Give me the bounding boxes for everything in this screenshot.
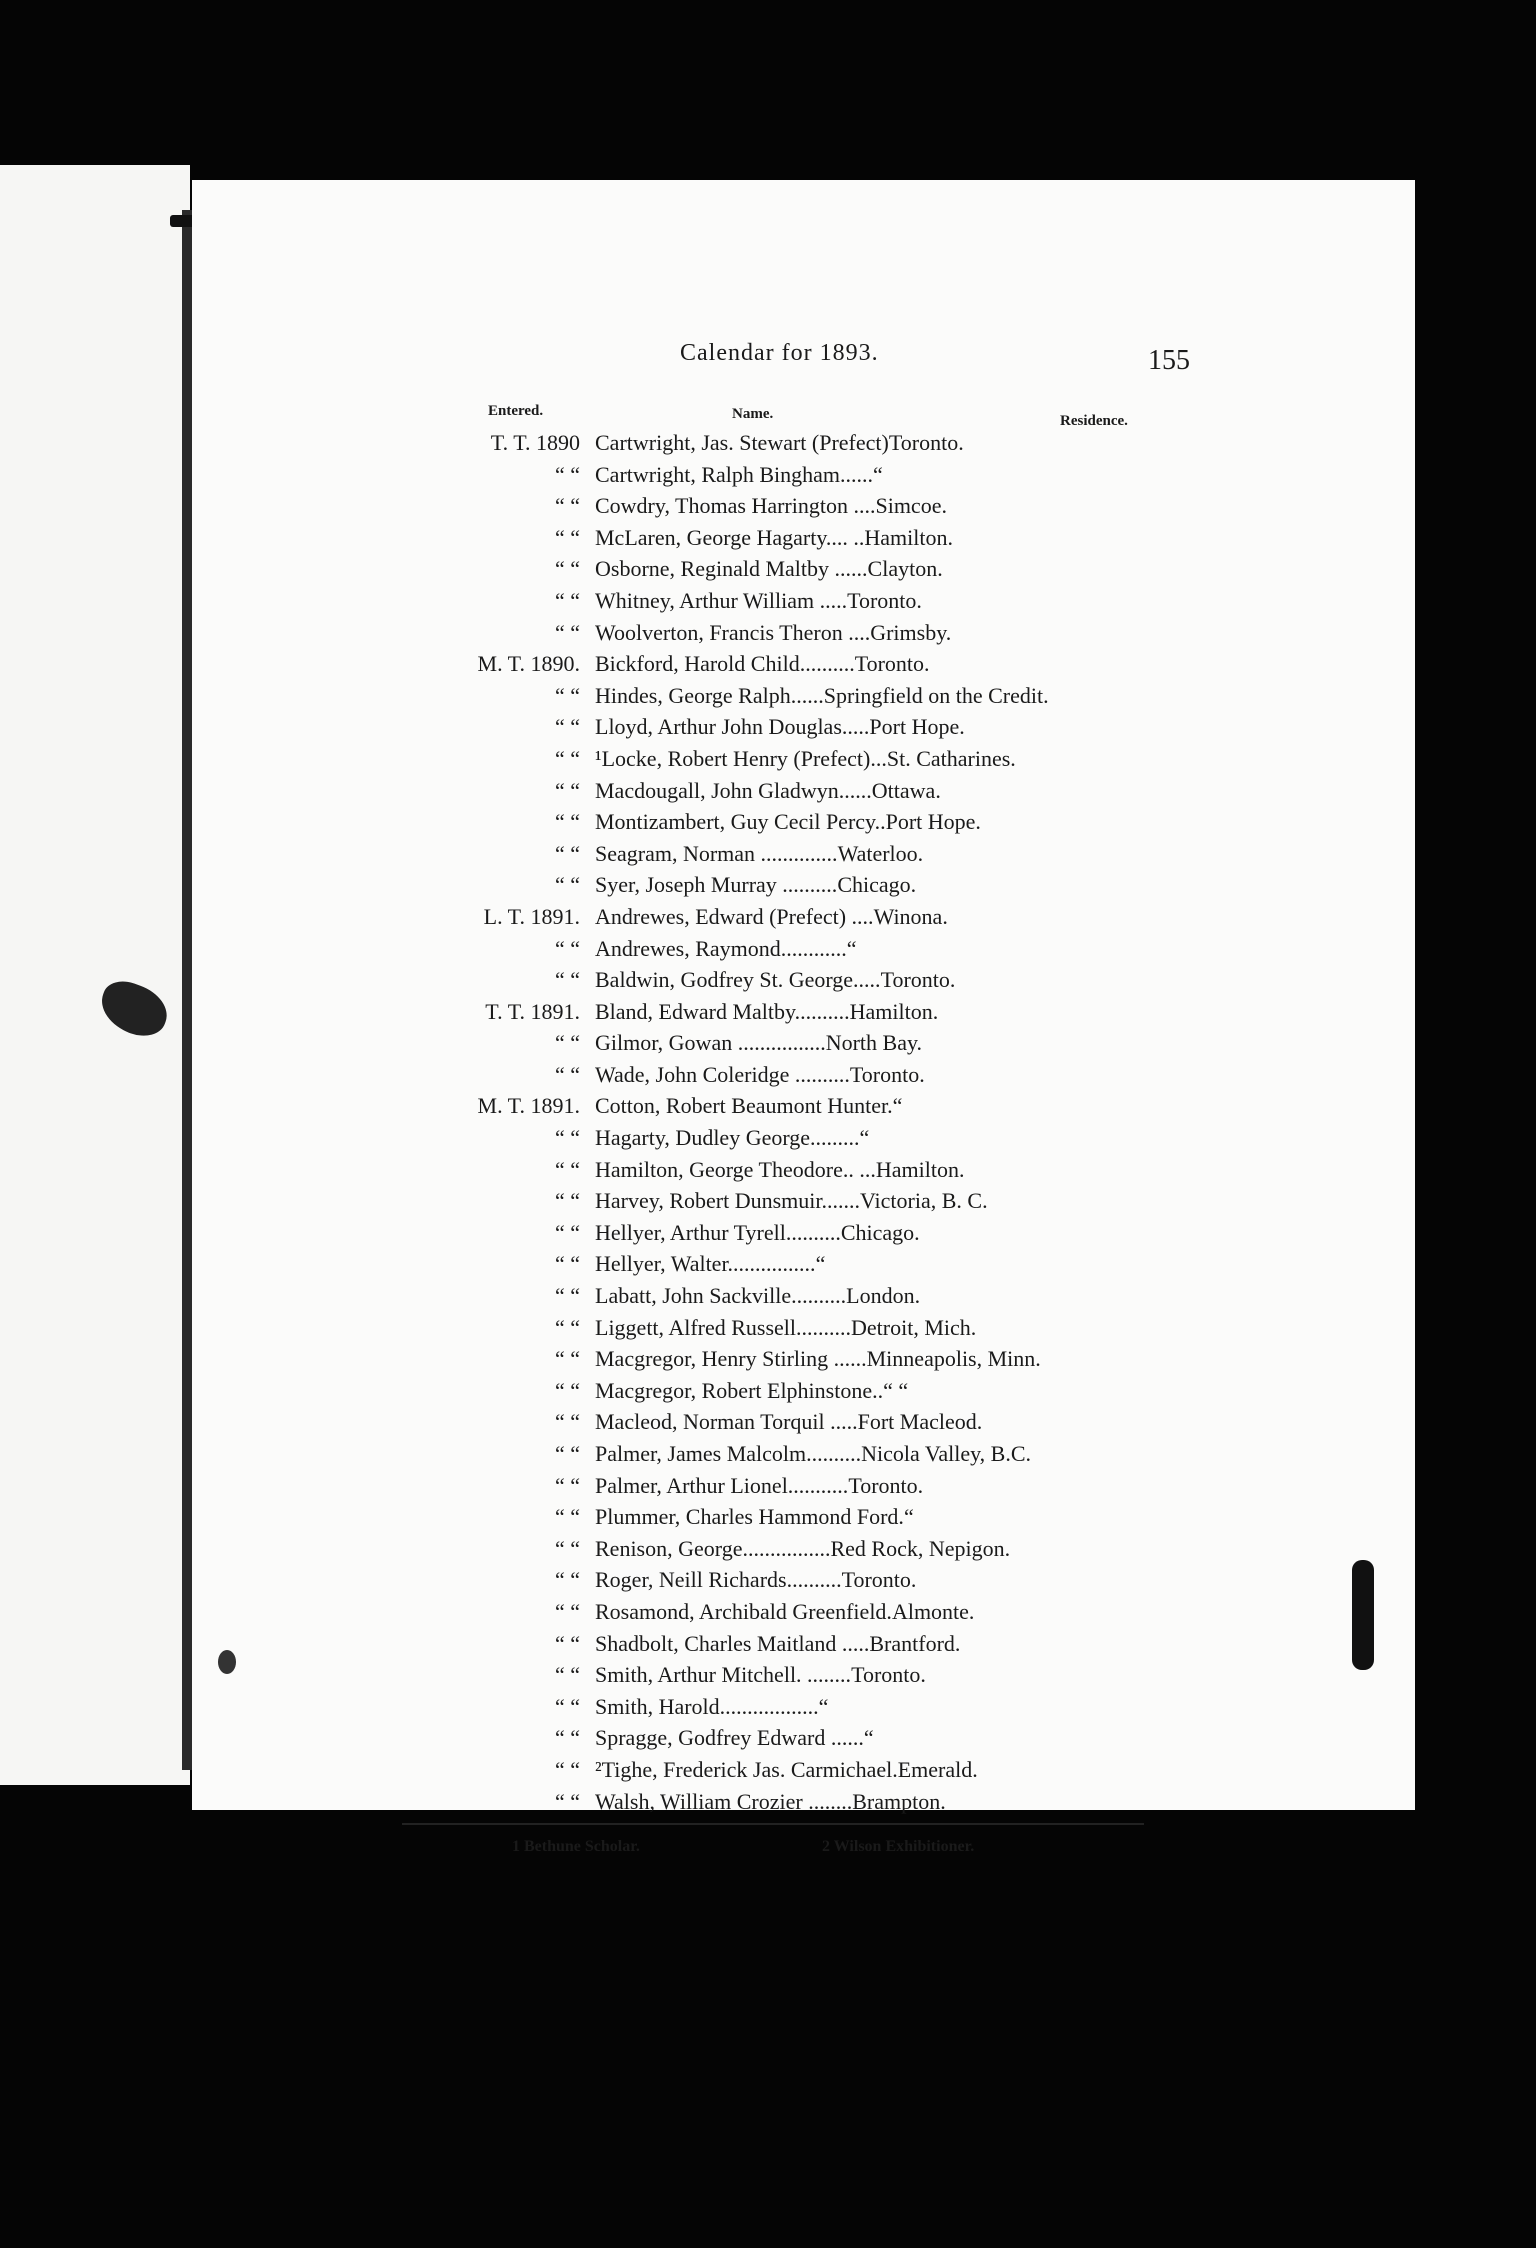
- student-name: Plummer, Charles Hammond Ford.: [595, 1504, 904, 1530]
- student-name: Renison, George................: [595, 1535, 831, 1561]
- list-item: [380, 1725, 1210, 1757]
- residence: Victoria, B. C.: [859, 1188, 988, 1214]
- list-item: [380, 1757, 1210, 1789]
- entered-term: “ “: [554, 556, 580, 582]
- name-residence: [595, 1251, 825, 1277]
- student-name: Lloyd, Arthur John Douglas.....: [595, 714, 870, 740]
- student-name: Gilmor, Gowan ................: [595, 1030, 826, 1056]
- residence: “: [863, 1725, 874, 1751]
- student-name: Bland, Edward Maltby..........: [595, 998, 850, 1024]
- name-residence: [595, 1536, 1010, 1562]
- column-header-entered: Entered.: [488, 403, 544, 419]
- list-item: [380, 588, 1210, 620]
- entered-term: “ “: [554, 1219, 580, 1245]
- entered-term: “ “: [554, 1156, 580, 1182]
- student-name: Hagarty, Dudley George.........: [595, 1125, 860, 1151]
- entered-term: “ “: [554, 493, 580, 519]
- entered-term: L. T. 1891.: [483, 903, 580, 929]
- list-item: [380, 778, 1210, 810]
- list-item: [380, 809, 1210, 841]
- entered-term: “ “: [554, 840, 580, 866]
- student-name: Cartwright, Ralph Bingham......: [595, 461, 874, 487]
- student-name: Hellyer, Walter................: [595, 1251, 816, 1277]
- name-residence: [595, 683, 1049, 709]
- student-list: [380, 430, 1210, 1820]
- footnote-rule: [402, 1823, 1144, 1825]
- residence: Toronto.: [848, 1472, 924, 1498]
- entered-term: “ “: [554, 1125, 580, 1151]
- residence: Chicago.: [837, 872, 917, 898]
- residence: St. Catharines.: [886, 745, 1016, 771]
- footnote-2: 2 Wilson Exhibitioner.: [822, 1838, 975, 1855]
- entered-term: “ “: [554, 682, 580, 708]
- footnote-1: 1 Bethune Scholar.: [512, 1838, 640, 1855]
- list-item: [380, 714, 1210, 746]
- list-item: [380, 904, 1210, 936]
- residence: Toronto.: [888, 430, 964, 455]
- name-residence: [595, 1125, 869, 1151]
- entered-term: “ “: [554, 1061, 580, 1087]
- list-item: [380, 620, 1210, 652]
- residence: “: [815, 1251, 826, 1277]
- list-item: [380, 556, 1210, 588]
- list-item: [380, 1409, 1210, 1441]
- entered-term: “ “: [554, 777, 580, 803]
- entered-term: “ “: [554, 1314, 580, 1340]
- name-residence: [595, 1346, 1041, 1372]
- list-item: [380, 1441, 1210, 1473]
- student-name: Seagram, Norman ..............: [595, 840, 838, 866]
- entered-term: “ “: [554, 1756, 580, 1782]
- list-item: [380, 1694, 1210, 1726]
- name-residence: [595, 1315, 976, 1341]
- residence: London.: [846, 1283, 921, 1309]
- entered-term: “ “: [554, 1472, 580, 1498]
- student-name: Woolverton, Francis Theron ....: [595, 619, 871, 645]
- residence: Nicola Valley, B.C.: [861, 1441, 1032, 1466]
- student-name: Hindes, George Ralph......: [595, 682, 824, 708]
- list-item: [380, 1473, 1210, 1505]
- residence: Grimsby.: [870, 619, 952, 645]
- edge-mark: [1352, 1560, 1374, 1670]
- list-item: [380, 1631, 1210, 1663]
- student-name: Hellyer, Arthur Tyrell..........: [595, 1219, 841, 1245]
- list-item: [380, 1157, 1210, 1189]
- name-residence: [595, 651, 930, 677]
- residence: North Bay.: [825, 1030, 923, 1056]
- name-residence: [595, 493, 947, 519]
- student-name: Palmer, James Malcolm..........: [595, 1441, 862, 1466]
- list-item: [380, 1378, 1210, 1410]
- name-residence: [595, 1694, 828, 1720]
- name-residence: [595, 1157, 964, 1183]
- student-name: Macdougall, John Gladwyn......: [595, 777, 872, 803]
- residence: Ottawa.: [871, 777, 941, 803]
- residence: Minneapolis, Minn.: [866, 1346, 1041, 1372]
- student-name: Walsh, William Crozier ........: [595, 1788, 853, 1814]
- entered-term: “ “: [554, 1725, 580, 1751]
- residence: Hamilton.: [875, 1156, 965, 1182]
- list-item: [380, 1536, 1210, 1568]
- student-name: Montizambert, Guy Cecil Percy..: [595, 809, 886, 835]
- list-item: [380, 1567, 1210, 1599]
- student-name: Palmer, Arthur Lionel...........: [595, 1472, 849, 1498]
- page-number: 155: [1148, 345, 1190, 376]
- student-name: Baldwin, Godfrey St. George.....: [595, 967, 881, 993]
- name-residence: [595, 746, 1016, 772]
- residence: Brampton.: [852, 1788, 946, 1814]
- entered-term: “ “: [554, 967, 580, 993]
- residence: Hamilton.: [849, 998, 939, 1024]
- list-item: [380, 746, 1210, 778]
- name-residence: [595, 525, 953, 551]
- residence: Toronto.: [854, 651, 930, 677]
- list-item: [380, 493, 1210, 525]
- name-residence: [595, 841, 923, 867]
- name-residence: [595, 872, 916, 898]
- student-name: Labatt, John Sackville..........: [595, 1283, 847, 1309]
- list-item: [380, 967, 1210, 999]
- student-name: Smith, Arthur Mitchell. ........: [595, 1662, 852, 1688]
- residence: Port Hope.: [885, 809, 981, 835]
- list-item: [380, 1251, 1210, 1283]
- list-item: [380, 1220, 1210, 1252]
- entered-term: “ “: [554, 1567, 580, 1593]
- entered-term: “ “: [554, 587, 580, 613]
- entered-term: “ “: [554, 1504, 580, 1530]
- residence: Simcoe.: [875, 493, 947, 519]
- entered-term: “ “: [554, 872, 580, 898]
- list-item: [380, 462, 1210, 494]
- name-residence: [595, 1725, 874, 1751]
- list-item: [380, 651, 1210, 683]
- entered-term: “ “: [554, 1030, 580, 1056]
- list-item: [380, 1062, 1210, 1094]
- name-residence: [595, 936, 857, 962]
- entered-term: “ “: [554, 1409, 580, 1435]
- residence: “: [818, 1693, 829, 1719]
- residence: Waterloo.: [837, 840, 924, 866]
- name-residence: [595, 430, 964, 456]
- student-name: Andrewes, Edward (Prefect) ....: [595, 903, 874, 929]
- entered-term: “ “: [554, 935, 580, 961]
- student-name: Cotton, Robert Beaumont Hunter.: [595, 1093, 893, 1119]
- left-page-edge: [0, 165, 190, 1785]
- list-item: [380, 872, 1210, 904]
- entered-term: “ “: [554, 1251, 580, 1277]
- entered-term: “ “: [554, 524, 580, 550]
- ink-spot: [218, 1650, 236, 1674]
- entered-term: “ “: [554, 1598, 580, 1624]
- name-residence: [595, 1757, 978, 1783]
- list-item: [380, 999, 1210, 1031]
- book-gutter: [182, 210, 192, 1770]
- student-name: Shadbolt, Charles Maitland .....: [595, 1630, 870, 1656]
- entered-term: “ “: [554, 714, 580, 740]
- student-name: Rosamond, Archibald Greenfield.: [595, 1598, 892, 1624]
- student-name: Syer, Joseph Murray ..........: [595, 872, 838, 898]
- name-residence: [595, 1220, 920, 1246]
- list-item: [380, 1093, 1210, 1125]
- name-residence: [595, 1441, 1031, 1467]
- list-item: [380, 841, 1210, 873]
- name-residence: [595, 714, 965, 740]
- residence: Toronto.: [841, 1567, 917, 1593]
- entered-term: T. T. 1890: [490, 430, 580, 455]
- student-name: Osborne, Reginald Maltby ......: [595, 556, 868, 582]
- entered-term: “ “: [554, 1693, 580, 1719]
- student-name: Andrewes, Raymond............: [595, 935, 847, 961]
- student-name: Cartwright, Jas. Stewart (Prefect): [595, 430, 889, 455]
- name-residence: [595, 999, 938, 1025]
- residence: “: [859, 1125, 870, 1151]
- list-item: [380, 1789, 1210, 1821]
- entered-term: “ “: [554, 1377, 580, 1403]
- residence: Port Hope.: [869, 714, 965, 740]
- entered-term: M. T. 1890.: [477, 651, 580, 677]
- residence: “ “: [883, 1377, 909, 1403]
- name-residence: [595, 967, 955, 993]
- entered-term: “ “: [554, 1662, 580, 1688]
- residence: Toronto.: [851, 1662, 926, 1688]
- name-residence: [595, 1473, 923, 1499]
- entered-term: “ “: [554, 619, 580, 645]
- list-item: [380, 1346, 1210, 1378]
- student-name: Macleod, Norman Torquil .....: [595, 1409, 858, 1435]
- entered-term: “ “: [554, 1535, 580, 1561]
- residence: Emerald.: [897, 1756, 978, 1782]
- name-residence: [595, 1378, 908, 1404]
- entered-term: “ “: [554, 1441, 580, 1466]
- name-residence: [595, 588, 922, 614]
- name-residence: [595, 1283, 920, 1309]
- student-name: Macgregor, Robert Elphinstone..: [595, 1377, 884, 1403]
- student-name: Smith, Harold..................: [595, 1693, 819, 1719]
- residence: Toronto.: [849, 1061, 925, 1087]
- name-residence: [595, 1567, 916, 1593]
- name-residence: [595, 1631, 960, 1657]
- student-name: Hamilton, George Theodore.. ...: [595, 1156, 876, 1182]
- student-name: Whitney, Arthur William .....: [595, 587, 848, 613]
- student-name: McLaren, George Hagarty.... ..: [595, 524, 865, 550]
- name-residence: [595, 462, 883, 488]
- residence: Springfield on the Credit.: [823, 682, 1049, 708]
- name-residence: [595, 904, 948, 930]
- entered-term: “ “: [554, 1630, 580, 1656]
- name-residence: [595, 620, 951, 646]
- student-name: Liggett, Alfred Russell..........: [595, 1314, 852, 1340]
- student-name: Cowdry, Thomas Harrington ....: [595, 493, 876, 519]
- name-residence: [595, 1409, 982, 1435]
- column-header-residence: Residence.: [1060, 413, 1128, 429]
- list-item: [380, 1315, 1210, 1347]
- entered-term: “ “: [554, 1788, 580, 1814]
- residence: “: [892, 1093, 903, 1119]
- residence: Hamilton.: [864, 524, 954, 550]
- name-residence: [595, 1504, 914, 1530]
- student-name: ¹Locke, Robert Henry (Prefect)...: [595, 745, 887, 771]
- entered-term: “ “: [554, 1283, 580, 1309]
- entered-term: “ “: [554, 745, 580, 771]
- residence: Almonte.: [891, 1598, 975, 1624]
- residence: Toronto.: [880, 967, 956, 993]
- list-item: [380, 1662, 1210, 1694]
- name-residence: [595, 809, 981, 835]
- name-residence: [595, 778, 941, 804]
- residence: Chicago.: [840, 1219, 920, 1245]
- list-item: [380, 525, 1210, 557]
- list-item: [380, 936, 1210, 968]
- list-item: [380, 1599, 1210, 1631]
- residence: “: [903, 1504, 914, 1530]
- residence: Winona.: [873, 903, 948, 929]
- entered-term: M. T. 1891.: [477, 1093, 580, 1119]
- entered-term: “ “: [554, 1188, 580, 1214]
- residence: Brantford.: [869, 1630, 961, 1656]
- residence: Red Rock, Nepigon.: [830, 1535, 1011, 1561]
- student-name: Harvey, Robert Dunsmuir.......: [595, 1188, 860, 1214]
- student-name: Bickford, Harold Child..........: [595, 651, 855, 677]
- list-item: [380, 430, 1210, 462]
- residence: “: [846, 935, 857, 961]
- name-residence: [595, 1188, 988, 1214]
- student-name: ²Tighe, Frederick Jas. Carmichael.: [595, 1756, 898, 1782]
- entered-term: “ “: [554, 809, 580, 835]
- residence: Fort Macleod.: [857, 1409, 983, 1435]
- student-name: Roger, Neill Richards..........: [595, 1567, 842, 1593]
- list-item: [380, 1030, 1210, 1062]
- residence: Clayton.: [867, 556, 943, 582]
- name-residence: [595, 1662, 926, 1688]
- column-header-name: Name.: [732, 406, 774, 422]
- list-item: [380, 1188, 1210, 1220]
- list-item: [380, 1504, 1210, 1536]
- entered-term: T. T. 1891.: [485, 998, 580, 1024]
- name-residence: [595, 1093, 902, 1119]
- name-residence: [595, 1062, 925, 1088]
- student-name: Wade, John Coleridge ..........: [595, 1061, 850, 1087]
- page-header-title: Calendar for 1893.: [680, 340, 879, 366]
- list-item: [380, 1125, 1210, 1157]
- residence: Detroit, Mich.: [851, 1314, 977, 1340]
- list-item: [380, 1283, 1210, 1315]
- name-residence: [595, 556, 943, 582]
- name-residence: [595, 1030, 922, 1056]
- entered-term: “ “: [554, 461, 580, 487]
- name-residence: [595, 1789, 946, 1815]
- residence: Toronto.: [847, 587, 922, 613]
- list-item: [380, 683, 1210, 715]
- residence: “: [873, 461, 883, 487]
- student-name: Macgregor, Henry Stirling ......: [595, 1346, 867, 1372]
- entered-term: “ “: [554, 1346, 580, 1372]
- student-name: Spragge, Godfrey Edward ......: [595, 1725, 864, 1751]
- name-residence: [595, 1599, 974, 1625]
